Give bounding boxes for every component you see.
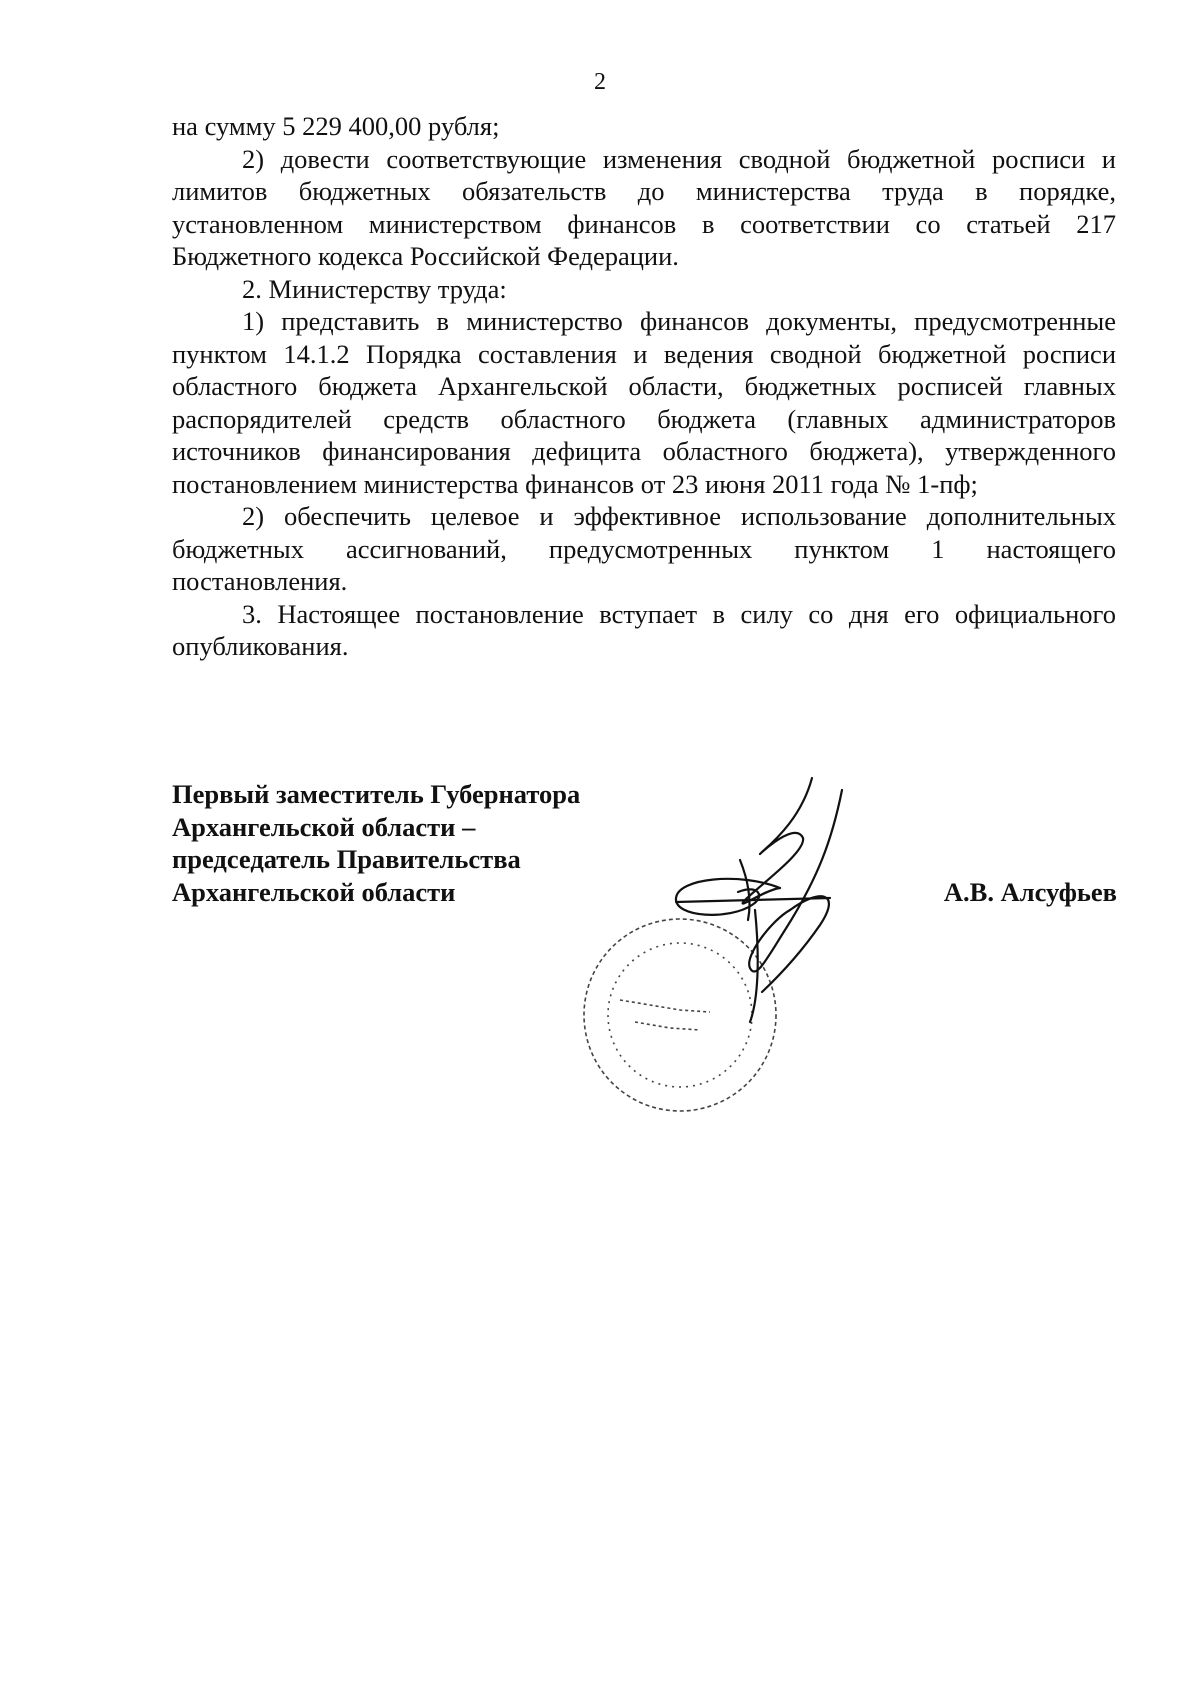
signatory-line: Архангельской области – — [172, 811, 476, 842]
signatory-line: Первый заместитель Губернатора — [172, 779, 581, 809]
page-number: 2 — [594, 69, 606, 95]
signatory-line: Архангельской области — [172, 876, 456, 907]
signer-name: А.В. Алсуфьев — [943, 877, 1117, 907]
paragraph-item-1-2: 2) довести соответствующие изменения сводной бюджетной росписи и лимитов бюджетных обязательств до министерства труда в порядке, установленном министерством финансов в соответствии со статьей 217 Бюджетного кодекса Российской Федерации. — [172, 143, 1116, 271]
signature-stamp-image — [580, 760, 880, 1120]
paragraph-section-3: 3. Настоящее постановление вступает в силу со дня его официального опубликования. — [172, 598, 1116, 661]
paragraph-section-2-heading: 2. Министерству труда: — [242, 273, 507, 304]
official-seal — [584, 919, 776, 1111]
paragraph-item-2-2: 2) обеспечить целевое и эффективное использование дополнительных бюджетных ассигнований, предусмотренных пунктом 1 настоящего постановления. — [172, 501, 1116, 596]
paragraph-amount: на сумму 5 229 400,00 рубля; — [172, 111, 500, 141]
signatory-title — [172, 778, 580, 908]
handwritten-signature — [676, 778, 842, 1022]
document-body — [172, 110, 1116, 663]
paragraph-item-2-1: 1) представить в министерство финансов документы, предусмотренные пунктом 14.1.2 Порядка составления и ведения сводной бюджетной росписи областного бюджета Архангельской области, бюджетных росписей главных распорядителей средств областного бюджета (главных администраторов источников финансирования дефицита областного бюджета), утвержденного постановлением министерства финансов от 23 июня 2011 года № 1-пф; — [172, 306, 1116, 499]
signatory-line: председатель Правительства — [172, 844, 521, 874]
